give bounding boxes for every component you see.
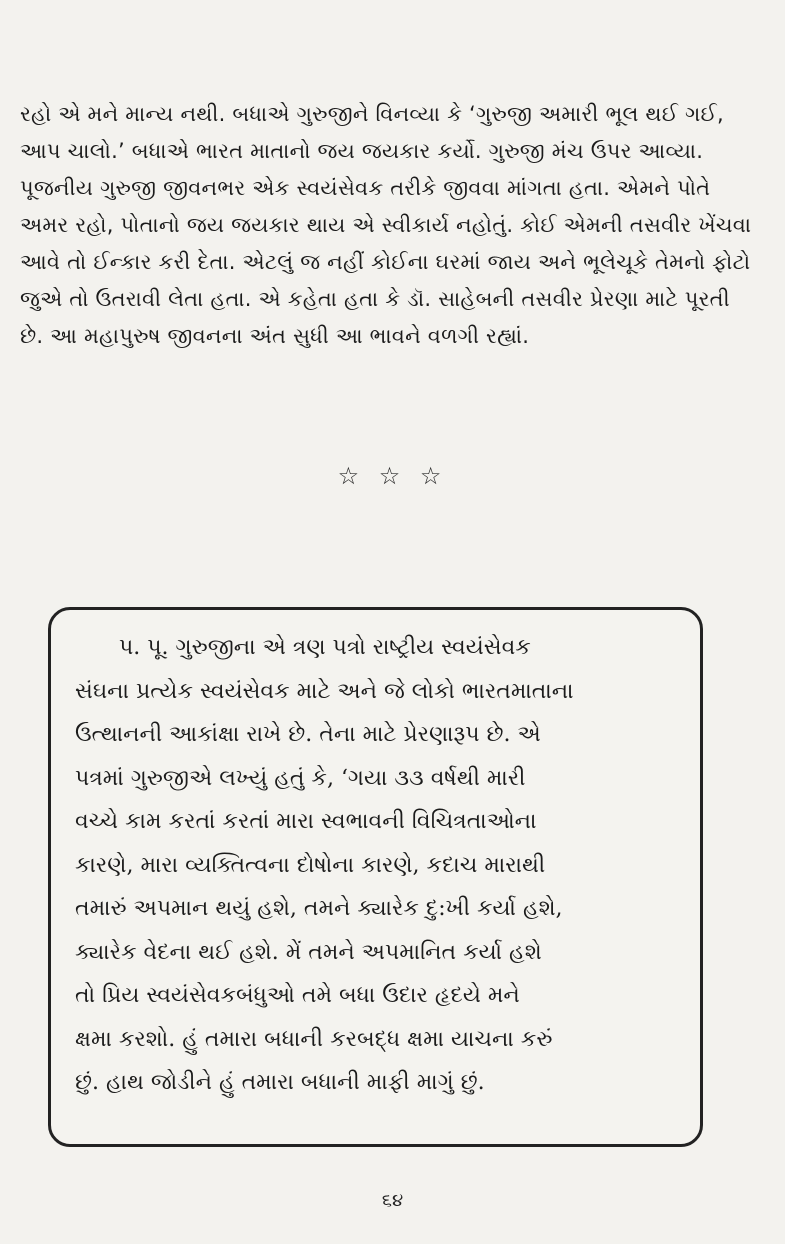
paragraph-line: અમર રહો, પોતાનો જય જયકાર થાય એ સ્વીકાર્ય નહોતું. કોઈ એમની તસવીર ખેંચવા: [20, 213, 752, 237]
quote-line: તો પ્રિય સ્વયંસેવકબંધુઓ તમે બધા ઉદાર હૃદયે મને: [75, 983, 520, 1008]
quote-text: [75, 626, 680, 1105]
quote-line: ક્ષમા કરશો. હું તમારા બધાની કરબદ્ધ ક્ષમા યાચના કરું: [75, 1026, 553, 1052]
quote-line: સંઘના પ્રત્યેક સ્વયંસેવક માટે અને જે લોકો ભારતમાતાના: [75, 678, 574, 704]
page-number: ૬૪: [381, 1190, 404, 1211]
paragraph-line: આવે તો ઈન્કાર કરી દેતા. એટલું જ નહીં કોઈના ઘરમાં જાય અને ભૂલેચૂકે તેમનો ફોટો: [20, 250, 751, 274]
quote-line: વચ્ચે કામ કરતાં કરતાં મારા સ્વભાવની વિચિત્રતાઓના: [75, 809, 537, 834]
quote-line: તમારું અપમાન થયું હશે, તમને ક્યારેક દુ:ખી કર્યા હશે,: [75, 896, 563, 921]
quote-line: પ. પૂ. ગુરુજીના એ ત્રણ પત્રો રાષ્ટ્રીય સ્વયંસેવક: [119, 635, 531, 660]
body-paragraph: [20, 96, 755, 355]
quote-line: ઉત્થાનની આકાંક્ષા રાખે છે. તેના માટે પ્રેરણારૂપ છે. એ: [75, 722, 541, 747]
quote-line: ક્યારેક વેદના થઈ હશે. મેં તમને અપમાનિત કર્યા હશે: [75, 939, 542, 965]
paragraph-line: આપ ચાલો.’ બધાએ ભારત માતાનો જય જયકાર કર્યો. ગુરુજી મંચ ઉપર આવ્યા.: [20, 139, 704, 163]
quote-line: પત્રમાં ગુરુજીએ લખ્યું હતું કે, ‘ગયા ૩૩ વર્ષથી મારી: [75, 765, 526, 791]
paragraph-line: રહો એ મને માન્ય નથી. બધાએ ગુરુજીને વિનવ્યા કે ‘ગુરુજી અમારી ભૂલ થઈ ગઈ,: [20, 102, 724, 126]
paragraph-line: જુએ તો ઉતરાવી લેતા હતા. એ કહેતા હતા કે ડૉ. સાહેબની તસવીર પ્રેરણા માટે પૂરતી: [20, 287, 730, 311]
section-separator-stars: ☆ ☆ ☆: [337, 462, 448, 490]
paragraph-line: પૂજનીય ગુરુજી જીવનભર એક સ્વયંસેવક તરીકે જીવવા માંગતા હતા. એમને પોતે: [20, 176, 711, 200]
quote-box: [48, 607, 703, 1147]
quote-line: છું. હાથ જોડીને હું તમારા બધાની માફી માગું છું.: [75, 1070, 485, 1095]
quote-line: કારણે, મારા વ્યક્તિત્વના દોષોના કારણે, કદાચ મારાથી: [75, 852, 546, 878]
paragraph-line: છે. આ મહાપુરુષ જીવનના અંત સુધી આ ભાવને વળગી રહ્યાં.: [20, 324, 530, 348]
